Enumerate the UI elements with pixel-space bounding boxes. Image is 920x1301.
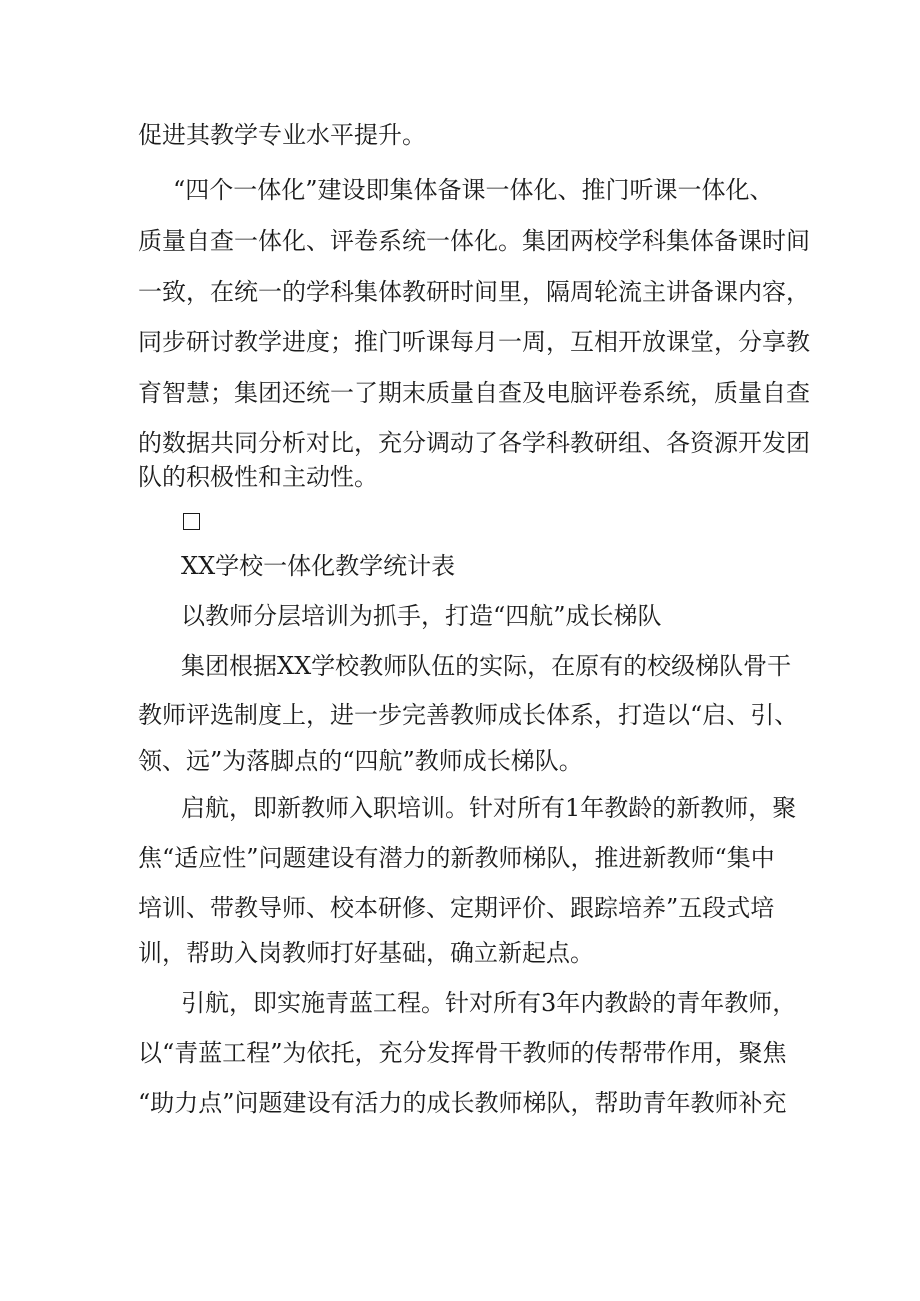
body-text-line: 同步研讨教学进度；推门听课每月一周，互相开放课堂，分享教 [138, 328, 810, 356]
body-text-line: 领、远”为落脚点的“四航”教师成长梯队。 [138, 747, 583, 775]
body-text-line: 的数据共同分析对比，充分调动了各学科教研组、各资源开发团 [138, 429, 810, 457]
body-text-line: 队的积极性和主动性。 [138, 463, 378, 491]
body-text-line: 训，帮助入岗教师打好基础，确立新起点。 [138, 939, 594, 967]
body-text-line: 质量自查一体化、评卷系统一体化。集团两校学科集体备课时间 [138, 227, 810, 255]
body-text-line: 引航，即实施青蓝工程。针对所有3年内教龄的青年教师， [181, 989, 797, 1017]
body-text-line: 焦“适应性”问题建设有潜力的新教师梯队，推进新教师“集中 [138, 844, 775, 872]
body-text-line: 培训、带教导师、校本研修、定期评价、跟踪培养”五段式培 [138, 894, 775, 922]
table-caption: XX学校一体化教学统计表 [181, 552, 456, 580]
body-text-line: 启航，即新教师入职培训。针对所有1年教龄的新教师，聚 [181, 794, 797, 822]
body-text-line: “助力点”问题建设有活力的成长教师梯队，帮助青年教师补充 [138, 1089, 787, 1117]
body-text-line: “四个一体化”建设即集体备课一体化、推门听课一体化、 [173, 176, 774, 204]
section-heading: 以教师分层培训为抓手，打造“四航”成长梯队 [181, 602, 662, 630]
body-text-line: 教师评选制度上，进一步完善教师成长体系，打造以“启、引、 [138, 701, 799, 729]
body-text-line: 促进其教学专业水平提升。 [138, 121, 426, 149]
empty-square-icon [183, 513, 200, 530]
body-text-line: 以“青蓝工程”为依托，充分发挥骨干教师的传帮带作用，聚焦 [138, 1039, 787, 1067]
body-text-line: 集团根据XX学校教师队伍的实际，在原有的校级梯队骨干 [181, 652, 792, 680]
body-text-line: 一致，在统一的学科集体教研时间里，隔周轮流主讲备课内容， [138, 278, 810, 306]
body-text-line: 育智慧；集团还统一了期末质量自查及电脑评卷系统，质量自查 [138, 379, 810, 407]
